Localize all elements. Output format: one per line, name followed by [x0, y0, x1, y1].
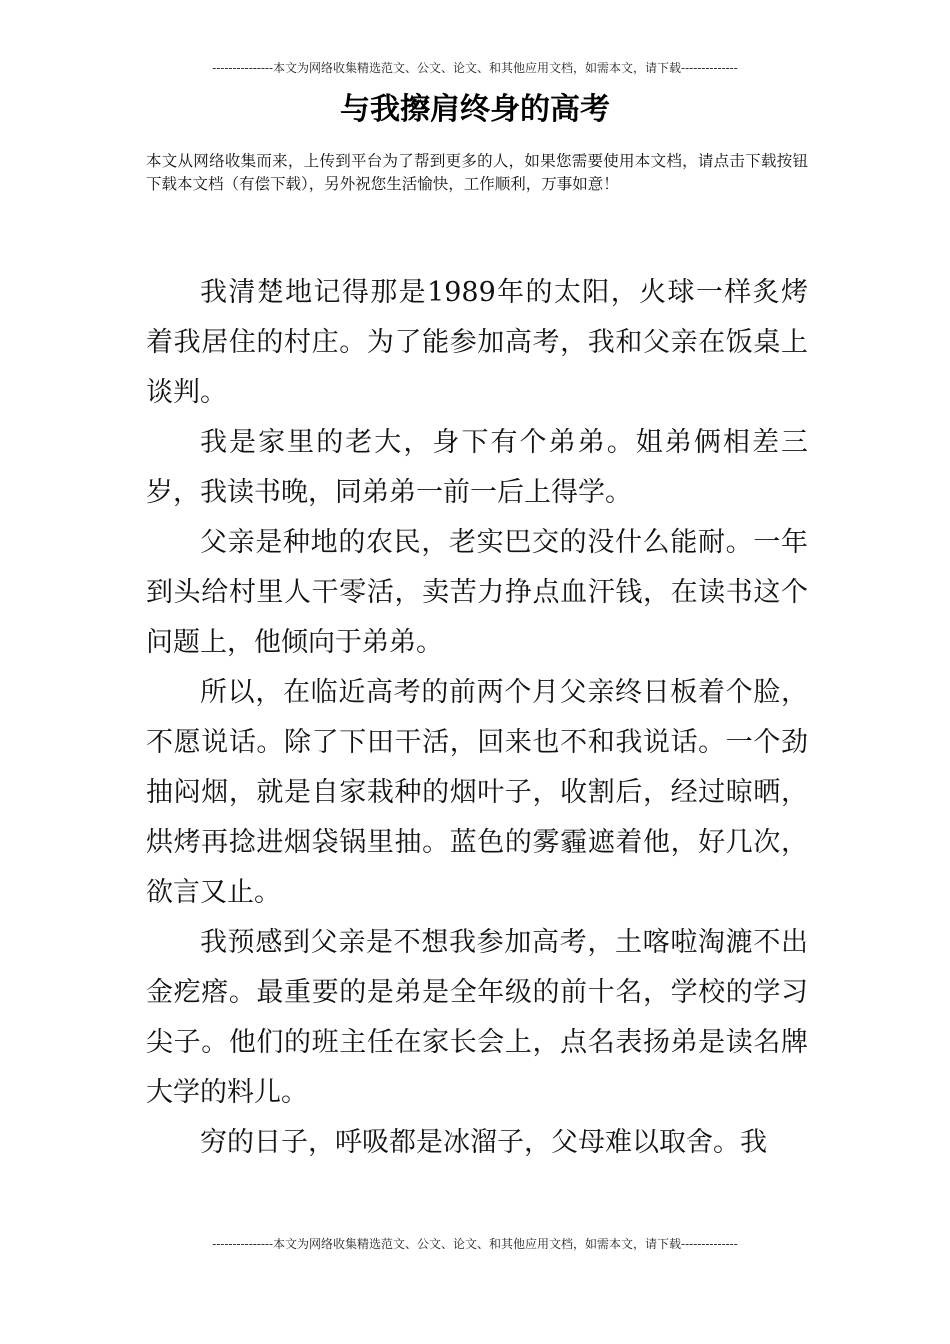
header-note: ---------------本文为网络收集精选范文、公文、论文、和其他应用文档，如需本文，请下载--------------	[212, 61, 738, 75]
document-body	[146, 268, 808, 1168]
body-paragraph-5: 我预感到父亲是不想我参加高考，土喀啦淘漉不出金疙瘩。最重要的是弟是全年级的前十名，学校的学习尖子。他们的班主任在家长会上，点名表扬弟是读名牌大学的料儿。	[146, 927, 808, 1108]
footer-note: ---------------本文为网络收集精选范文、公文、论文、和其他应用文档，如需本文，请下载--------------	[212, 1237, 738, 1251]
body-paragraph-2: 我是家里的老大，身下有个弟弟。姐弟俩相差三岁，我读书晚，同弟弟一前一后上得学。	[146, 427, 808, 508]
body-paragraph-6: 穷的日子，呼吸都是冰溜子，父母难以取舍。我	[200, 1127, 767, 1158]
document-title: 与我擦肩终身的高考	[340, 92, 610, 127]
intro-paragraph: 本文从网络收集而来，上传到平台为了帮到更多的人，如果您需要使用本文档，请点击下载按钮下载本文档（有偿下载），另外祝您生活愉快，工作顺利，万事如意！	[146, 152, 808, 193]
body-paragraph-3: 父亲是种地的农民，老实巴交的没什么能耐。一年到头给村里人干零活，卖苦力挣点血汗钱，在读书这个问题上，他倾向于弟弟。	[146, 527, 808, 658]
body-paragraph-1: 我清楚地记得那是1989年的太阳，火球一样炙烤着我居住的村庄。为了能参加高考，我和父亲在饭桌上谈判。	[146, 277, 808, 408]
body-paragraph-4: 所以，在临近高考的前两个月父亲终日板着个脸，不愿说话。除了下田干活，回来也不和我说话。一个劲抽闷烟，就是自家栽种的烟叶子，收割后，经过晾晒，烘烤再捻进烟袋锅里抽。蓝色的雾霾遮着他，好几次，欲言又止。	[146, 677, 808, 908]
